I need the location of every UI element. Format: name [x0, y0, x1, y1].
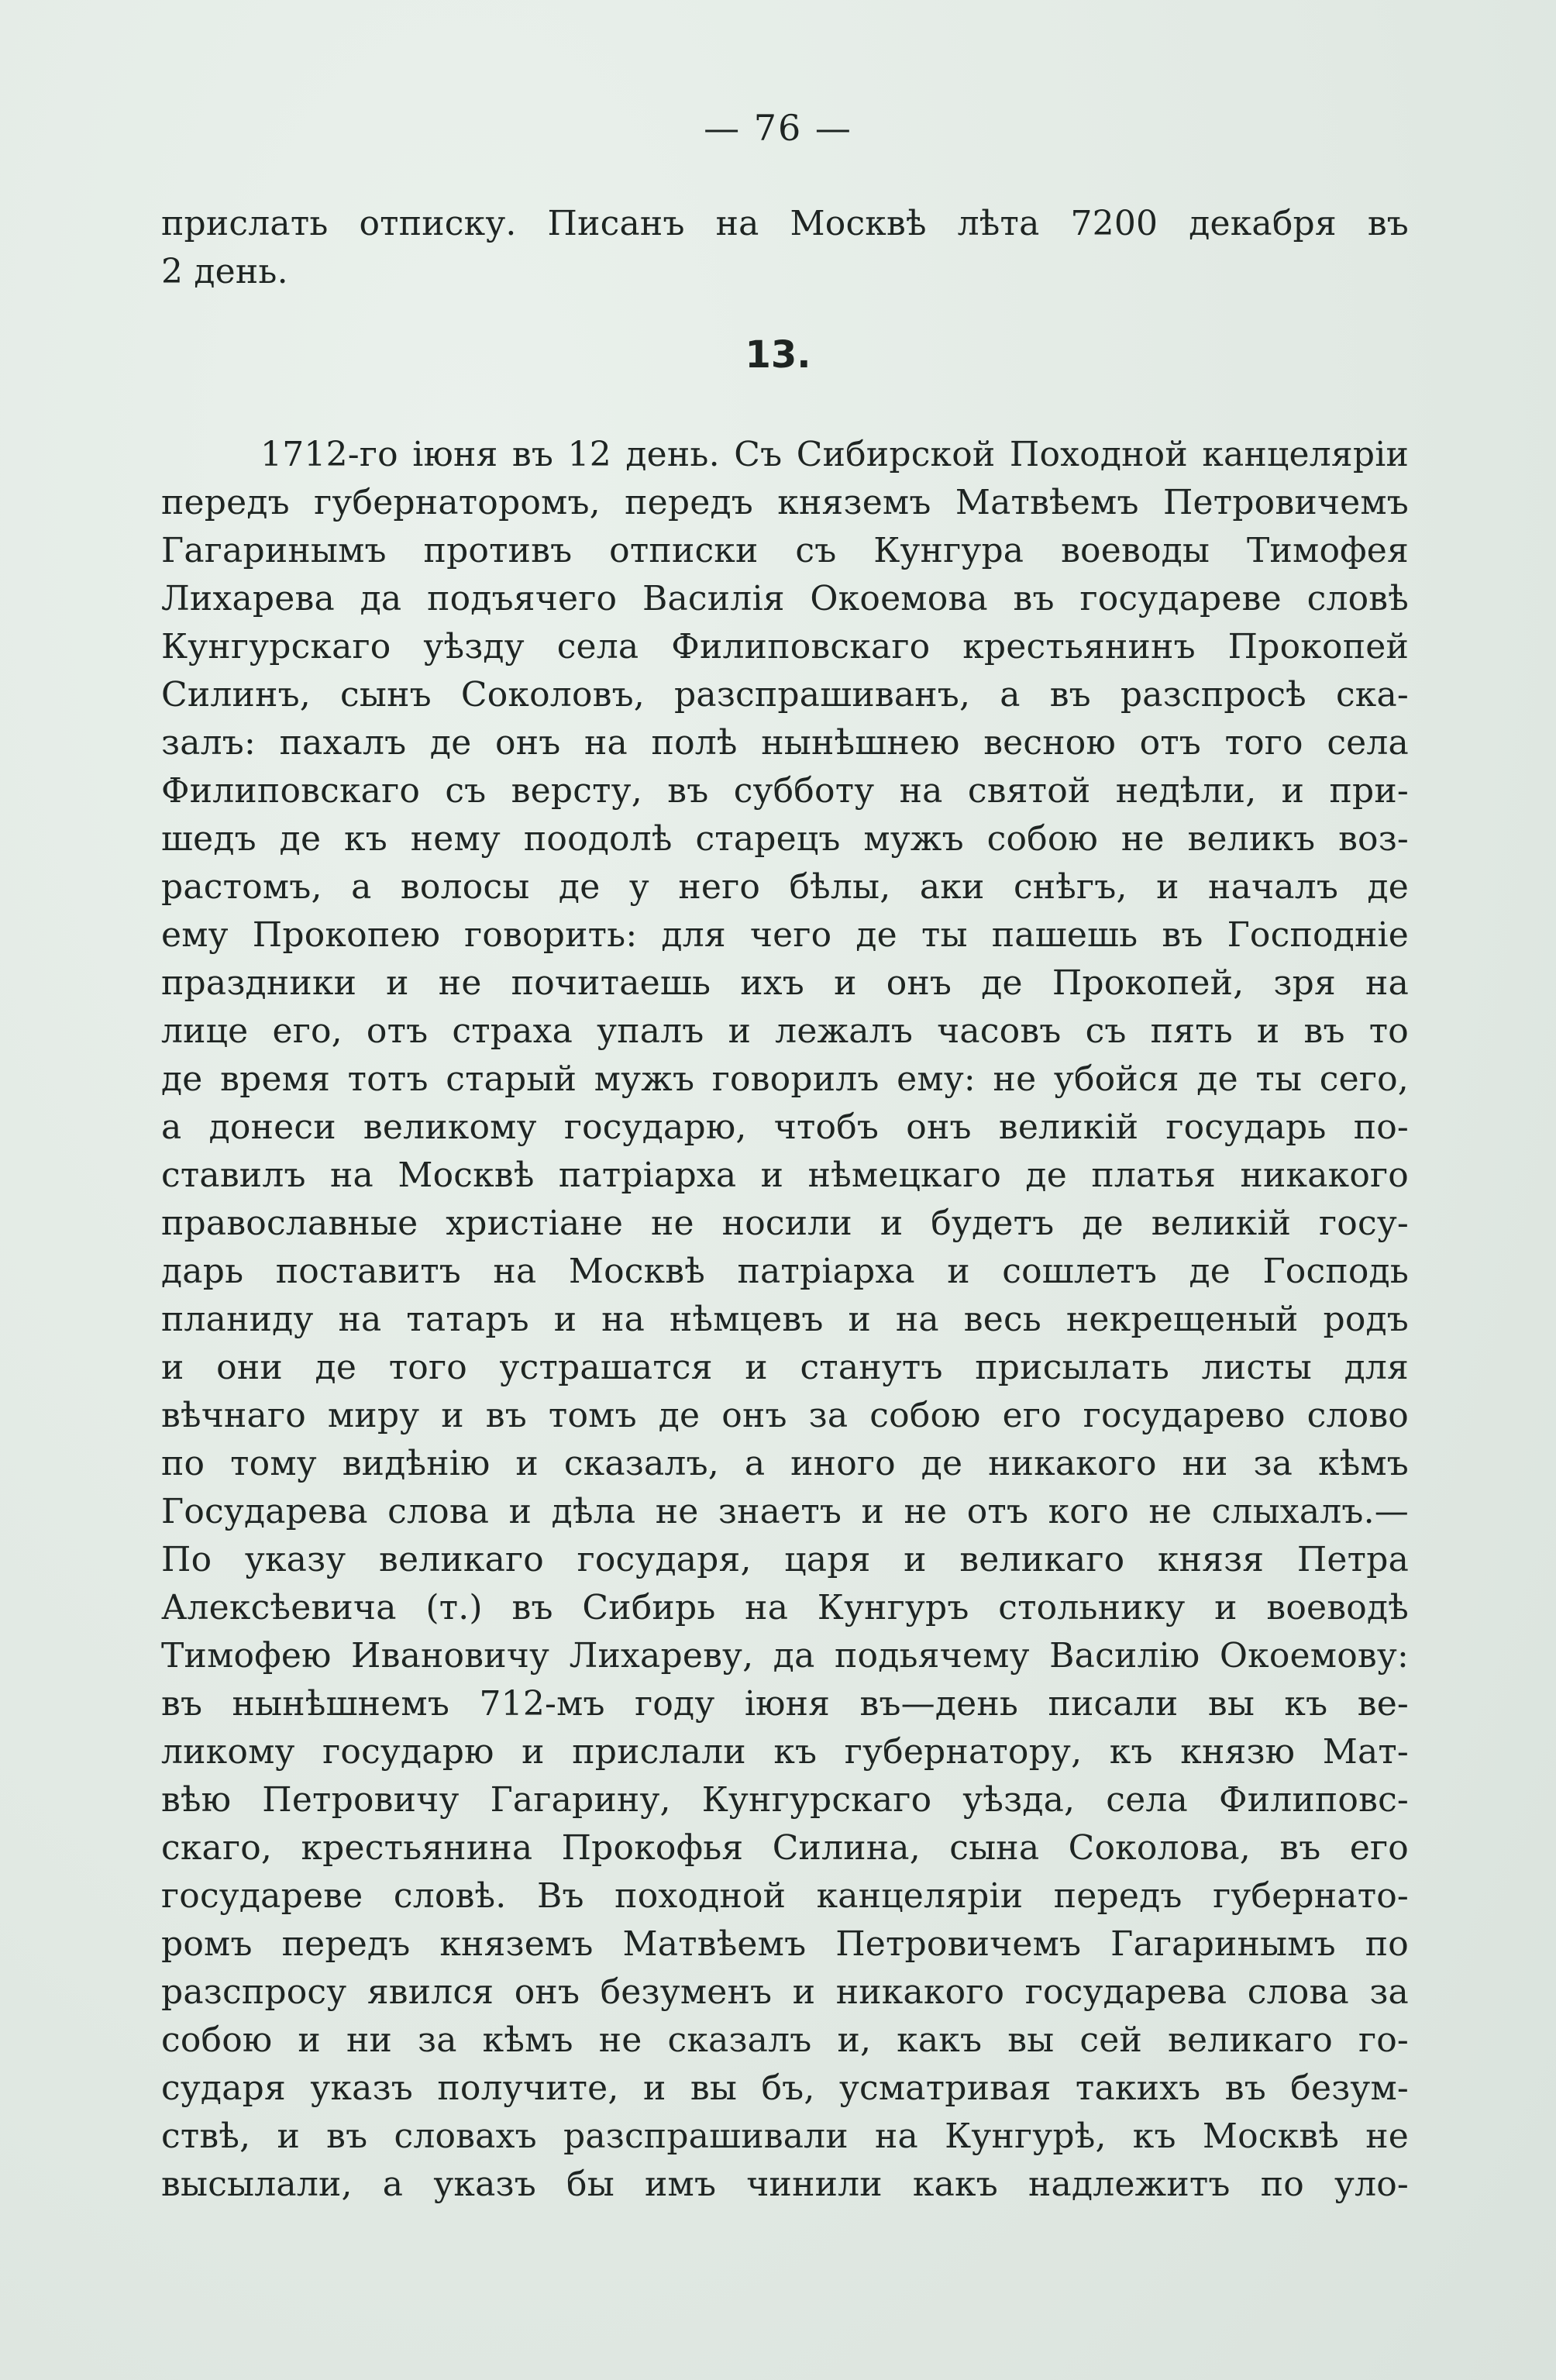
page-number: — 76 —: [704, 107, 852, 149]
text-line: 1712-го іюня въ 12 день. Съ Сибирской Походной канцеляріи: [260, 435, 1409, 474]
text-line: планиду на татаръ и на нѣмцевъ и на весь некрещеный родъ: [161, 1300, 1409, 1339]
text-line: сударя указъ получите, и вы бъ, усматривая такихъ въ безум-: [161, 2068, 1409, 2108]
text-line: растомъ, а волосы де у него бѣлы, аки снѣгъ, и началъ де: [161, 867, 1409, 907]
text-line: вѣчнаго миру и въ томъ де онъ за собою его государево слово: [161, 1396, 1409, 1435]
text-line: дарь поставитъ на Москвѣ патріарха и сошлетъ де Господь: [161, 1252, 1409, 1291]
text-line: По указу великаго государя, царя и великаго князя Петра: [161, 1540, 1409, 1579]
text-line: Гагаринымъ противъ отписки съ Кунгура воеводы Тимофея: [161, 531, 1409, 570]
text-line: передъ губернаторомъ, передъ княземъ Матвѣемъ Петровичемъ: [161, 483, 1409, 522]
text-line: и они де того устрашатся и станутъ присылать листы для: [161, 1348, 1409, 1387]
text-line: высылали, а указъ бы имъ чинили какъ надлежитъ по уло-: [161, 2165, 1409, 2204]
text-line: скаго, крестьянина Прокофья Силина, сына Соколова, въ его: [161, 1828, 1409, 1868]
text-line: въ нынѣшнемъ 712-мъ году іюня въ—день писали вы къ ве-: [161, 1684, 1409, 1724]
text-line: ромъ передъ княземъ Матвѣемъ Петровичемъ Гагаринымъ по: [161, 1924, 1409, 1964]
text-line: Алексѣевича (т.) въ Сибирь на Кунгуръ стольнику и воеводѣ: [161, 1588, 1409, 1627]
text-line: ставилъ на Москвѣ патріарха и нѣмецкаго де платья никакого: [161, 1156, 1409, 1195]
text-line: православные христіане не носили и будетъ де великій госу-: [161, 1204, 1409, 1243]
text-line: по тому видѣнію и сказалъ, а иного де никакого ни за кѣмъ: [161, 1444, 1409, 1483]
text-line: Лихарева да подъячего Василія Окоемова въ государеве словѣ: [161, 579, 1409, 618]
intro-paragraph: [161, 200, 1409, 296]
text-line: 2 день.: [161, 252, 288, 291]
text-line: прислать отписку. Писанъ на Москвѣ лѣта 7200 декабря въ: [161, 204, 1409, 243]
text-line: Тимофею Ивановичу Лихареву, да подьячему Василію Окоемову:: [161, 1636, 1409, 1676]
text-line: де время тотъ старый мужъ говорилъ ему: не убойся де ты сего,: [161, 1059, 1409, 1099]
text-line: Кунгурскаго уѣзду села Филиповскаго крестьянинъ Прокопей: [161, 627, 1409, 666]
text-line: залъ: пахалъ де онъ на полѣ нынѣшнею весною отъ того села: [161, 723, 1409, 763]
text-line: Государева слова и дѣла не знаетъ и не отъ кого не слыхалъ.—: [161, 1492, 1409, 1531]
text-line: вѣю Петровичу Гагарину, Кунгурскаго уѣзда, села Филиповс-: [161, 1780, 1409, 1820]
text-line: Филиповскаго съ версту, въ субботу на святой недѣли, и при-: [161, 771, 1409, 811]
main-paragraph: [161, 431, 1409, 2209]
text-line: а донеси великому государю, чтобъ онъ великій государь по-: [161, 1107, 1409, 1147]
text-line: Силинъ, сынъ Соколовъ, разспрашиванъ, а въ разспросѣ ска-: [161, 675, 1409, 715]
text-line: шедъ де къ нему поодолѣ старецъ мужъ собою не великъ воз-: [161, 819, 1409, 859]
text-line: ликому государю и прислали къ губернатору, къ князю Мат-: [161, 1732, 1409, 1772]
text-line: ему Прокопею говорить: для чего де ты пашешь въ Господніе: [161, 915, 1409, 955]
text-line: собою и ни за кѣмъ не сказалъ и, какъ вы сей великаго го-: [161, 2020, 1409, 2060]
text-line: праздники и не почитаешь ихъ и онъ де Прокопей, зря на: [161, 963, 1409, 1003]
section-heading: 13.: [745, 333, 811, 377]
text-line: лице его, отъ страха упалъ и лежалъ часовъ съ пять и въ то: [161, 1011, 1409, 1051]
text-line: разспросу явился онъ безуменъ и никакого государева слова за: [161, 1972, 1409, 2012]
text-line: государеве словѣ. Въ походной канцеляріи передъ губернато-: [161, 1876, 1409, 1916]
text-line: ствѣ, и въ словахъ разспрашивали на Кунгурѣ, къ Москвѣ не: [161, 2117, 1409, 2156]
